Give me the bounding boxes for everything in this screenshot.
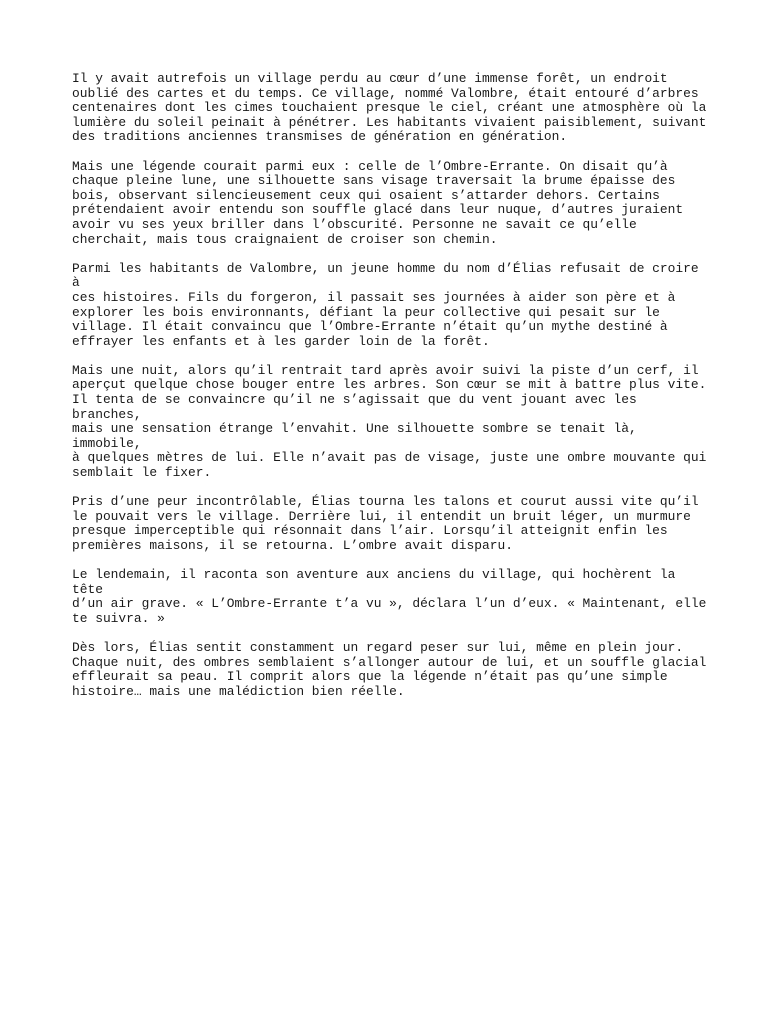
paragraph-7: Dès lors, Élias sentit constamment un regard peser sur lui, même en plein jour. Chaque nuit, des ombres semblaient s’allonger autour de lui, et un souffle glacial effleurait sa peau. Il comprit alors que la légende n’était pas qu’une simple histoire… mais une malédiction bien réelle. bbox=[72, 640, 707, 699]
paragraph-6: Le lendemain, il raconta son aventure aux anciens du village, qui hochèrent la tête d’un air grave. « L’Ombre-Errante t’a vu », déclara l’un d’eux. « Maintenant, elle te suivra. » bbox=[72, 567, 707, 626]
paragraph-5: Pris d’une peur incontrôlable, Élias tourna les talons et courut aussi vite qu’il le pouvait vers le village. Derrière lui, il entendit un bruit léger, un murmure presque imperceptible qui résonnait dans l’air. Lorsqu’il atteignit enfin les premières maisons, il se retourna. L’ombre avait disparu. bbox=[72, 494, 699, 553]
paragraph-4: Mais une nuit, alors qu’il rentrait tard après avoir suivi la piste d’un cerf, il aperçut quelque chose bouger entre les arbres. Son cœur se mit à battre plus vite. Il tenta de se convaincre qu’il ne s’agissait que du vent jouant avec les branches, mais une sensation étrange l’envahit. Une silhouette sombre se tenait là, immobile, à quelques mètres de lui. Elle n’avait pas de visage, juste une ombre mouvante qui semblait le fixer. bbox=[72, 362, 707, 481]
paragraph-2: Mais une légende courait parmi eux : celle de l’Ombre-Errante. On disait qu’à chaque pleine lune, une silhouette sans visage traversait la brume épaisse des bois, observant silencieusement ceux qui osaient s’attarder dehors. Certains prétendaient avoir entendu son souffle glacé dans leur nuque, d’autres juraient avoir vu ses yeux briller dans l’obscurité. Personne ne savait ce qu’elle cherchait, mais tous craignaient de croiser son chemin. bbox=[72, 158, 684, 247]
paragraph-3: Parmi les habitants de Valombre, un jeune homme du nom d’Élias refusait de croire à ces histoires. Fils du forgeron, il passait ses journées à aider son père et à explorer les bois environnants, défiant la peur collective qui pesait sur le village. Il était convaincu que l’Ombre-Errante n’était qu’un mythe destiné à effrayer les enfants et à les garder loin de la forêt. bbox=[72, 260, 699, 349]
paragraph-1: Il y avait autrefois un village perdu au cœur d’une immense forêt, un endroit oublié des cartes et du temps. Ce village, nommé Valombre, était entouré d’arbres centenaires dont les cimes touchaient presque le ciel, créant une atmosphère où la lumière du soleil peinait à pénétrer. Les habitants vivaient paisiblement, suivant des traditions anciennes transmises de génération en génération. bbox=[72, 71, 707, 145]
document-page bbox=[72, 72, 712, 700]
